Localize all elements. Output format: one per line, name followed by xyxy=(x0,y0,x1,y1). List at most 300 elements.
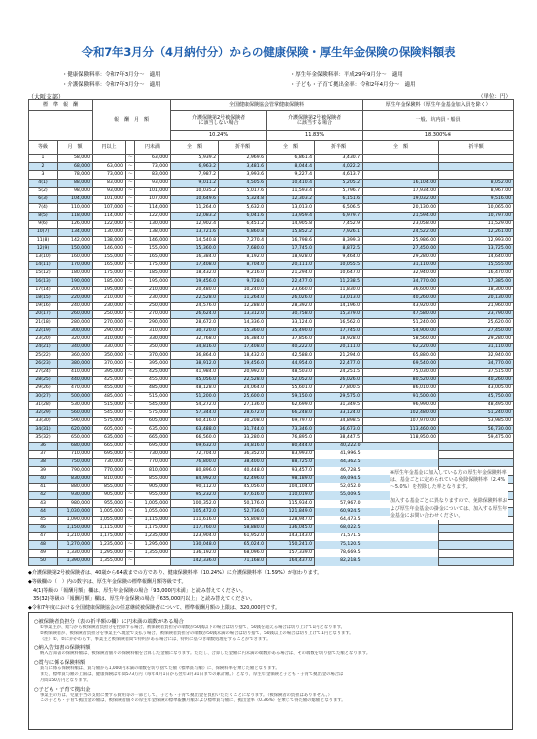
care-half-cell: 82,218.5 xyxy=(315,557,363,565)
health-half-cell: 3,993.6 xyxy=(219,171,267,179)
health-half-cell: 24,064.0 xyxy=(219,385,267,393)
table-row xyxy=(29,401,514,409)
range-sep-cell: ～ xyxy=(126,245,135,253)
pension-half-cell: 51,240.00 xyxy=(439,409,514,417)
box-heading-2: ○納入告知書の保険料額 xyxy=(34,645,91,652)
range-from-cell: 770,000 xyxy=(93,467,126,475)
pension-half-cell: 59,475.00 xyxy=(439,434,514,442)
care-full-cell: 18,928.0 xyxy=(267,253,315,261)
care-half-cell: 36,673.0 xyxy=(315,426,363,434)
range-from-cell: 230,000 xyxy=(93,302,126,310)
header-zengaku-2: 全 額 xyxy=(267,141,315,155)
grade-cell: 17(14) xyxy=(29,286,58,294)
range-to-cell: 63,000 xyxy=(135,155,171,163)
care-full-cell: 164,437.0 xyxy=(267,557,315,565)
care-full-cell: 80,444.0 xyxy=(267,442,315,450)
standard-amount-cell: 1,090,000 xyxy=(58,516,93,524)
pension-full-cell: 31,110.00 xyxy=(363,261,439,269)
range-from-cell: 250,000 xyxy=(93,311,126,319)
care-half-cell: 78,669.5 xyxy=(315,549,363,557)
health-half-cell: 6,860.8 xyxy=(219,228,267,236)
care-full-cell: 15,852.2 xyxy=(267,228,315,236)
standard-amount-cell: 530,000 xyxy=(58,401,93,409)
table-row xyxy=(29,286,514,294)
table-row xyxy=(29,245,514,253)
care-full-cell: 40,222.0 xyxy=(267,344,315,352)
range-to-cell: 290,000 xyxy=(135,319,171,327)
care-full-cell: 37,856.0 xyxy=(267,335,315,343)
care-half-cell: 49,094.5 xyxy=(315,475,363,483)
range-to-cell: 545,000 xyxy=(135,401,171,409)
range-from-cell: 855,000 xyxy=(93,483,126,491)
care-full-cell: 110,019.0 xyxy=(267,491,315,499)
pension-full-cell: 102,480.00 xyxy=(363,409,439,417)
grade-cell: 40 xyxy=(29,475,58,483)
health-half-cell: 15,360.0 xyxy=(219,327,267,335)
care-half-cell: 18,928.0 xyxy=(315,335,363,343)
range-to-cell: 155,000 xyxy=(135,245,171,253)
table-row xyxy=(29,319,514,327)
range-from-cell: 130,000 xyxy=(93,228,126,236)
range-sep-cell: ～ xyxy=(126,311,135,319)
range-from-cell: 146,000 xyxy=(93,245,126,253)
care-half-cell: 57,967.0 xyxy=(315,500,363,508)
health-half-cell: 7,270.4 xyxy=(219,237,267,245)
grade-cell: 37 xyxy=(29,450,58,458)
range-from-cell: 485,000 xyxy=(93,393,126,401)
pension-full-cell xyxy=(363,442,439,450)
health-half-cell: 2,969.6 xyxy=(219,155,267,163)
range-from-cell: 270,000 xyxy=(93,319,126,327)
standard-amount-cell: 118,000 xyxy=(58,212,93,220)
range-to-cell: 165,000 xyxy=(135,253,171,261)
range-from-cell: 93,000 xyxy=(93,187,126,195)
header-setsuhan-3: 折半額 xyxy=(439,141,514,155)
care-full-cell: 28,392.0 xyxy=(267,302,315,310)
care-half-cell: 40,222.0 xyxy=(315,442,363,450)
health-half-cell: 68,096.0 xyxy=(219,549,267,557)
care-half-cell: 44,362.5 xyxy=(315,459,363,467)
health-full-cell: 80,896.0 xyxy=(171,467,219,475)
box-text-4b: この子ども・子育て拠出金の額は、被保険者個々の厚生年金保険の標準報酬月額および標準賞与額に、拠出金率（0.36%）を乗じて得た額の総額となります。 xyxy=(40,698,346,704)
table-row xyxy=(29,155,514,163)
care-half-cell: 3,430.7 xyxy=(315,155,363,163)
range-from-cell: 905,000 xyxy=(93,491,126,499)
health-full-cell: 14,540.8 xyxy=(171,237,219,245)
care-full-cell: 23,660.0 xyxy=(267,286,315,294)
table-row xyxy=(29,220,514,228)
pension-half-cell: 34,770.00 xyxy=(439,360,514,368)
grade-cell: 7(4) xyxy=(29,204,58,212)
care-half-cell: 26,026.0 xyxy=(315,376,363,384)
care-half-cell: 10,647.0 xyxy=(315,270,363,278)
grade-cell: 18(15) xyxy=(29,294,58,302)
range-to-cell: 83,000 xyxy=(135,171,171,179)
pension-full-cell: 113,460.00 xyxy=(363,426,439,434)
pension-half-cell xyxy=(439,442,514,450)
range-to-cell: 1,055,000 xyxy=(135,508,171,516)
range-from-cell: 290,000 xyxy=(93,327,126,335)
table-row xyxy=(29,450,514,458)
pension-half-cell xyxy=(439,155,514,163)
range-from-cell: 165,000 xyxy=(93,261,126,269)
pension-half-cell: 12,993.00 xyxy=(439,237,514,245)
grade-cell: 8(5) xyxy=(29,212,58,220)
range-sep-cell: ～ xyxy=(126,179,135,187)
care-half-cell: 68,022.5 xyxy=(315,524,363,532)
standard-amount-cell: 750,000 xyxy=(58,459,93,467)
grade-cell: 49 xyxy=(29,549,58,557)
standard-amount-cell: 650,000 xyxy=(58,434,93,442)
pension-half-cell xyxy=(439,524,514,532)
health-full-cell: 123,904.0 xyxy=(171,533,219,541)
range-sep-cell: ～ xyxy=(126,220,135,228)
standard-amount-cell: 200,000 xyxy=(58,286,93,294)
grade-cell: 3 xyxy=(29,171,58,179)
range-to-cell: 1,235,000 xyxy=(135,533,171,541)
care-half-cell: 22,477.0 xyxy=(315,360,363,368)
table-row xyxy=(29,344,514,352)
range-sep-cell: ～ xyxy=(126,385,135,393)
health-full-cell: 48,128.0 xyxy=(171,385,219,393)
health-full-cell: 95,232.0 xyxy=(171,491,219,499)
grade-cell: 22(19) xyxy=(29,327,58,335)
care-full-cell: 17,745.0 xyxy=(267,245,315,253)
pension-half-cell xyxy=(439,549,514,557)
box-text-3b: また、標準賞与額の上限は、健康保険は年間573万円（毎年4月1日から翌年3月31日までの累計額。）となり、厚生年金保険と子ども・子育て拠出金の場合は xyxy=(40,671,344,677)
header-ippan: 一般、坑内員・船員 xyxy=(363,111,514,131)
health-half-cell: 31,744.0 xyxy=(219,426,267,434)
health-half-cell: 55,808.0 xyxy=(219,516,267,524)
health-full-cell: 5,939.2 xyxy=(171,155,219,163)
health-half-cell: 42,496.0 xyxy=(219,475,267,483)
header-kaigo-yes: 介護保険第2号被保険者 に該当する場合 xyxy=(267,111,363,131)
health-half-cell: 20,992.0 xyxy=(219,368,267,376)
table-row xyxy=(29,294,514,302)
table-row xyxy=(29,163,514,171)
grade-cell: 44 xyxy=(29,508,58,516)
pension-full-cell: 91,500.00 xyxy=(363,393,439,401)
care-half-cell: 14,196.0 xyxy=(315,302,363,310)
health-full-cell: 117,760.0 xyxy=(171,524,219,532)
range-to-cell: 605,000 xyxy=(135,418,171,426)
table-row xyxy=(29,524,514,532)
table-row xyxy=(29,171,514,179)
range-sep-cell: ～ xyxy=(126,475,135,483)
range-to-cell: 185,000 xyxy=(135,270,171,278)
standard-amount-cell: 340,000 xyxy=(58,344,93,352)
pension-half-cell: 9,516.00 xyxy=(439,196,514,204)
range-sep-cell: ～ xyxy=(126,319,135,327)
range-from-cell: 63,000 xyxy=(93,163,126,171)
health-half-cell: 27,136.0 xyxy=(219,401,267,409)
range-sep-cell: ～ xyxy=(126,450,135,458)
table-row xyxy=(29,196,514,204)
care-full-cell: 136,045.0 xyxy=(267,524,315,532)
care-half-cell: 6,151.6 xyxy=(315,196,363,204)
care-half-cell: 10,055.5 xyxy=(315,261,363,269)
range-to-cell: 955,000 xyxy=(135,491,171,499)
pension-rate-note: ・厚生年金保険料率：平成29年9月分～ 適用 xyxy=(290,72,403,78)
care-full-cell: 44,954.0 xyxy=(267,360,315,368)
care-half-cell: 71,571.5 xyxy=(315,533,363,541)
health-full-cell: 15,360.0 xyxy=(171,245,219,253)
pension-half-cell: 13,725.00 xyxy=(439,245,514,253)
grade-cell: 26(23) xyxy=(29,360,58,368)
pension-half-cell xyxy=(439,533,514,541)
range-sep-cell: ～ xyxy=(126,270,135,278)
table-row xyxy=(29,541,514,549)
standard-amount-cell: 710,000 xyxy=(58,450,93,458)
standard-amount-cell: 620,000 xyxy=(58,426,93,434)
table-row xyxy=(29,237,514,245)
range-to-cell: 425,000 xyxy=(135,368,171,376)
pension-full-cell: 75,030.00 xyxy=(363,368,439,376)
child-rate-note: ・子ども・子育て拠出金率：令和2年4月分～ 適用 xyxy=(290,82,416,88)
header-kyokai: 全国健康保険協会管掌健康保険料 xyxy=(171,100,363,111)
care-full-cell: 73,346.0 xyxy=(267,426,315,434)
care-full-cell: 11,593.4 xyxy=(267,187,315,195)
pension-half-cell: 12,261.00 xyxy=(439,228,514,236)
health-full-cell: 90,112.0 xyxy=(171,483,219,491)
range-sep-cell: ～ xyxy=(126,418,135,426)
pension-full-cell: 47,580.00 xyxy=(363,311,439,319)
grade-cell: 14(11) xyxy=(29,261,58,269)
health-half-cell: 18,432.0 xyxy=(219,352,267,360)
range-to-cell: 350,000 xyxy=(135,344,171,352)
table-row xyxy=(29,533,514,541)
health-full-cell: 18,432.0 xyxy=(171,270,219,278)
care-half-cell: 55,009.5 xyxy=(315,491,363,499)
health-half-cell: 17,408.0 xyxy=(219,344,267,352)
grade-cell: 35(32) xyxy=(29,434,58,442)
grade-cell: 50 xyxy=(29,557,58,565)
care-half-cell: 5,796.7 xyxy=(315,187,363,195)
care-half-cell: 60,924.5 xyxy=(315,508,363,516)
range-from-cell: 425,000 xyxy=(93,376,126,384)
health-full-cell: 105,472.0 xyxy=(171,508,219,516)
footnote-3: 4(1)等級の「報酬月額」欄は、厚生年金保険の場合「93,000円未満」と読み替えてください。 xyxy=(28,588,246,594)
health-half-cell: 40,448.0 xyxy=(219,467,267,475)
care-full-cell: 150,241.0 xyxy=(267,541,315,549)
range-from-cell: 73,000 xyxy=(93,171,126,179)
range-to-cell: 730,000 xyxy=(135,450,171,458)
range-from-cell: 101,000 xyxy=(93,196,126,204)
care-half-cell: 4,022.2 xyxy=(315,163,363,171)
grade-cell: 39 xyxy=(29,467,58,475)
health-rate-note: ・健康保険料率：令和7年3月分～ 適用 xyxy=(62,72,161,78)
care-half-cell: 52,052.0 xyxy=(315,483,363,491)
care-half-cell: 27,800.5 xyxy=(315,385,363,393)
health-full-cell: 17,408.0 xyxy=(171,261,219,269)
range-sep-cell: ～ xyxy=(126,459,135,467)
range-to-cell: 1,005,000 xyxy=(135,500,171,508)
health-full-cell: 16,384.0 xyxy=(171,253,219,261)
pension-half-cell: 43,005.00 xyxy=(439,385,514,393)
range-to-cell: 250,000 xyxy=(135,302,171,310)
range-from-cell: 83,000 xyxy=(93,179,126,187)
range-sep-cell: ～ xyxy=(126,352,135,360)
range-sep-cell: ～ xyxy=(126,442,135,450)
standard-amount-cell: 1,210,000 xyxy=(58,533,93,541)
range-to-cell: 230,000 xyxy=(135,294,171,302)
health-full-cell: 13,721.6 xyxy=(171,228,219,236)
care-half-cell: 8,872.5 xyxy=(315,245,363,253)
standard-amount-cell: 150,000 xyxy=(58,245,93,253)
standard-amount-cell: 110,000 xyxy=(58,204,93,212)
health-half-cell: 13,312.0 xyxy=(219,311,267,319)
pension-full-cell: 36,600.00 xyxy=(363,286,439,294)
range-sep-cell: ～ xyxy=(126,302,135,310)
grade-cell: 13(10) xyxy=(29,253,58,261)
grade-cell: 23(20) xyxy=(29,335,58,343)
range-sep-cell: ～ xyxy=(126,500,135,508)
range-from-cell: 695,000 xyxy=(93,450,126,458)
range-sep-cell: ～ xyxy=(126,171,135,179)
pension-full-cell: 118,950.00 xyxy=(363,434,439,442)
health-full-cell: 10,035.2 xyxy=(171,187,219,195)
range-from-cell xyxy=(93,155,126,163)
care-half-cell: 11,830.0 xyxy=(315,286,363,294)
health-full-cell: 26,624.0 xyxy=(171,311,219,319)
range-sep-cell: ～ xyxy=(126,549,135,557)
pension-full-cell xyxy=(363,541,439,549)
range-sep-cell: ～ xyxy=(126,401,135,409)
care-full-cell: 8,044.4 xyxy=(267,163,315,171)
notes-box xyxy=(28,612,513,730)
footnote-4: 35(32)等級の「報酬月額」欄は、厚生年金保険の場合「635,000円以上」と読み替えてください。 xyxy=(28,596,256,602)
range-to-cell: 146,000 xyxy=(135,237,171,245)
grade-cell: 15(12) xyxy=(29,270,58,278)
range-sep-cell: ～ xyxy=(126,376,135,384)
grade-cell: 25(22) xyxy=(29,352,58,360)
grade-cell: 4(1) xyxy=(29,179,58,187)
care-full-cell: 26,026.0 xyxy=(267,294,315,302)
box-text-4a: 事業主の方は、児童手当の支給に要する費用等の一部として、子ども・子育て拠出金を負担いただくことになります。（被保険者の負担はありません。） xyxy=(40,692,333,698)
health-full-cell: 12,083.2 xyxy=(171,212,219,220)
range-to-cell: 195,000 xyxy=(135,278,171,286)
grade-cell: 20(17) xyxy=(29,311,58,319)
footnote-2: ◆等級欄の（ ）内の数字は、厚生年金保険の標準報酬月額等級です。 xyxy=(28,579,187,585)
table-row xyxy=(29,459,514,467)
table-row xyxy=(29,261,514,269)
grade-cell: 31(28) xyxy=(29,401,58,409)
range-sep-cell: ～ xyxy=(126,344,135,352)
health-half-cell: 71,168.0 xyxy=(219,557,267,565)
range-sep-cell: ～ xyxy=(126,483,135,491)
health-full-cell: 19,456.0 xyxy=(171,278,219,286)
pension-half-cell: 25,620.00 xyxy=(439,319,514,327)
box-text-1c: （注）①、②にかかわらず、事業主と被保険者間で特約がある場合には、特約に基づき端数処理をすることができます。 xyxy=(40,636,271,642)
care-full-cell: 88,725.0 xyxy=(267,459,315,467)
table-row xyxy=(29,442,514,450)
standard-amount-cell: 980,000 xyxy=(58,500,93,508)
pension-full-cell: 17,934.00 xyxy=(363,187,439,195)
grade-cell: 5(2) xyxy=(29,187,58,195)
range-sep-cell: ～ xyxy=(126,434,135,442)
standard-amount-cell: 78,000 xyxy=(58,171,93,179)
range-from-cell: 210,000 xyxy=(93,294,126,302)
health-half-cell: 36,352.0 xyxy=(219,450,267,458)
care-full-cell: 98,189.0 xyxy=(267,475,315,483)
health-full-cell: 66,560.0 xyxy=(171,434,219,442)
care-half-cell: 29,575.0 xyxy=(315,393,363,401)
health-half-cell: 5,324.8 xyxy=(219,196,267,204)
header-rate3: 18.300%※ xyxy=(363,131,514,141)
pension-full-cell xyxy=(363,155,439,163)
health-full-cell: 12,902.4 xyxy=(171,220,219,228)
pension-full-cell: 54,900.00 xyxy=(363,327,439,335)
table-row xyxy=(29,278,514,286)
range-to-cell: 770,000 xyxy=(135,459,171,467)
standard-amount-cell: 1,330,000 xyxy=(58,549,93,557)
standard-amount-cell: 380,000 xyxy=(58,360,93,368)
pension-full-cell: 34,770.00 xyxy=(363,278,439,286)
care-half-cell: 5,205.2 xyxy=(315,179,363,187)
range-sep-cell: ～ xyxy=(126,524,135,532)
pension-full-cell xyxy=(363,171,439,179)
care-full-cell: 157,339.0 xyxy=(267,549,315,557)
health-half-cell: 47,616.0 xyxy=(219,491,267,499)
pension-full-cell: 29,280.00 xyxy=(363,253,439,261)
health-full-cell: 76,800.0 xyxy=(171,459,219,467)
standard-amount-cell: 1,390,000 xyxy=(58,557,93,565)
range-from-cell: 1,295,000 xyxy=(93,549,126,557)
range-from-cell: 310,000 xyxy=(93,335,126,343)
health-half-cell: 7,680.0 xyxy=(219,245,267,253)
grade-cell: 6(3) xyxy=(29,196,58,204)
range-to-cell: 138,000 xyxy=(135,228,171,236)
range-from-cell: 114,000 xyxy=(93,212,126,220)
care-half-cell: 75,120.5 xyxy=(315,541,363,549)
pension-half-cell: 11,529.00 xyxy=(439,220,514,228)
health-full-cell: 30,720.0 xyxy=(171,327,219,335)
pension-half-cell: 8,052.00 xyxy=(439,179,514,187)
health-full-cell: 51,200.0 xyxy=(171,393,219,401)
care-full-cell: 115,934.0 xyxy=(267,500,315,508)
table-row xyxy=(29,302,514,310)
care-half-cell: 41,996.5 xyxy=(315,450,363,458)
health-full-cell: 60,416.0 xyxy=(171,418,219,426)
range-from-cell: 545,000 xyxy=(93,409,126,417)
health-half-cell: 9,216.0 xyxy=(219,270,267,278)
range-to-cell: 905,000 xyxy=(135,483,171,491)
care-half-cell: 33,124.0 xyxy=(315,409,363,417)
standard-amount-cell: 470,000 xyxy=(58,385,93,393)
health-full-cell: 84,992.0 xyxy=(171,475,219,483)
table-row xyxy=(29,434,514,442)
range-from-cell: 1,355,000 xyxy=(93,557,126,565)
range-from-cell: 175,000 xyxy=(93,270,126,278)
health-full-cell: 11,264.0 xyxy=(171,204,219,212)
standard-amount-cell: 104,000 xyxy=(58,196,93,204)
health-half-cell: 38,400.0 xyxy=(219,459,267,467)
range-from-cell: 395,000 xyxy=(93,368,126,376)
pension-full-cell: 86,010.00 xyxy=(363,385,439,393)
pension-full-cell: 20,130.00 xyxy=(363,204,439,212)
grade-cell: 28(25) xyxy=(29,376,58,384)
header-rate1: 10.24% xyxy=(171,131,267,141)
health-full-cell: 32,768.0 xyxy=(171,335,219,343)
health-full-cell: 24,576.0 xyxy=(171,302,219,310)
health-half-cell: 25,600.0 xyxy=(219,393,267,401)
care-full-cell: 42,588.0 xyxy=(267,352,315,360)
footnote-1: ◆介護保険第2号被保険者は、40歳から64歳までの方であり、健康保険料率（10.24%）に介護保険料率（1.59%）が加わります。 xyxy=(28,570,323,576)
health-full-cell: 69,632.0 xyxy=(171,442,219,450)
table-row xyxy=(29,327,514,335)
care-full-cell: 6,861.4 xyxy=(267,155,315,163)
health-half-cell: 14,336.0 xyxy=(219,319,267,327)
